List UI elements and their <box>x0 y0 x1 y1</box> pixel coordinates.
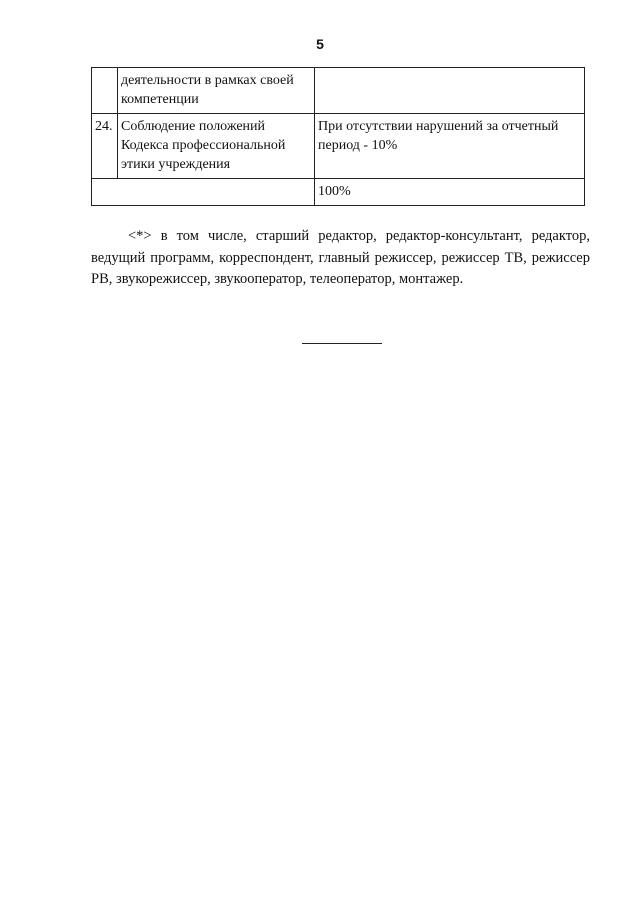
total-label-cell <box>92 179 315 206</box>
total-row <box>92 179 585 206</box>
value-cell: При отсутствии нарушений за отчетный период - 10% <box>315 114 585 179</box>
value-cell <box>315 68 585 114</box>
criterion-cell: деятельности в рамках своей компетенции <box>118 68 315 114</box>
total-value-cell: 100% <box>315 179 585 206</box>
end-divider <box>302 343 382 344</box>
footnote: <*> в том числе, старший редактор, редактор-консультант, редактор, ведущий программ, корреспондент, главный режиссер, режиссер ТВ, режиссер РВ, звукорежиссер, звукооператор, телеоператор, монтажер. <box>91 228 590 287</box>
table-row <box>92 114 585 179</box>
page-number: 5 <box>316 36 324 52</box>
table-row <box>92 68 585 114</box>
row-number <box>92 68 118 114</box>
row-number: 24. <box>92 114 118 179</box>
criterion-cell: Соблюдение положений Кодекса профессиональной этики учреждения <box>118 114 315 179</box>
criteria-table <box>91 67 585 206</box>
